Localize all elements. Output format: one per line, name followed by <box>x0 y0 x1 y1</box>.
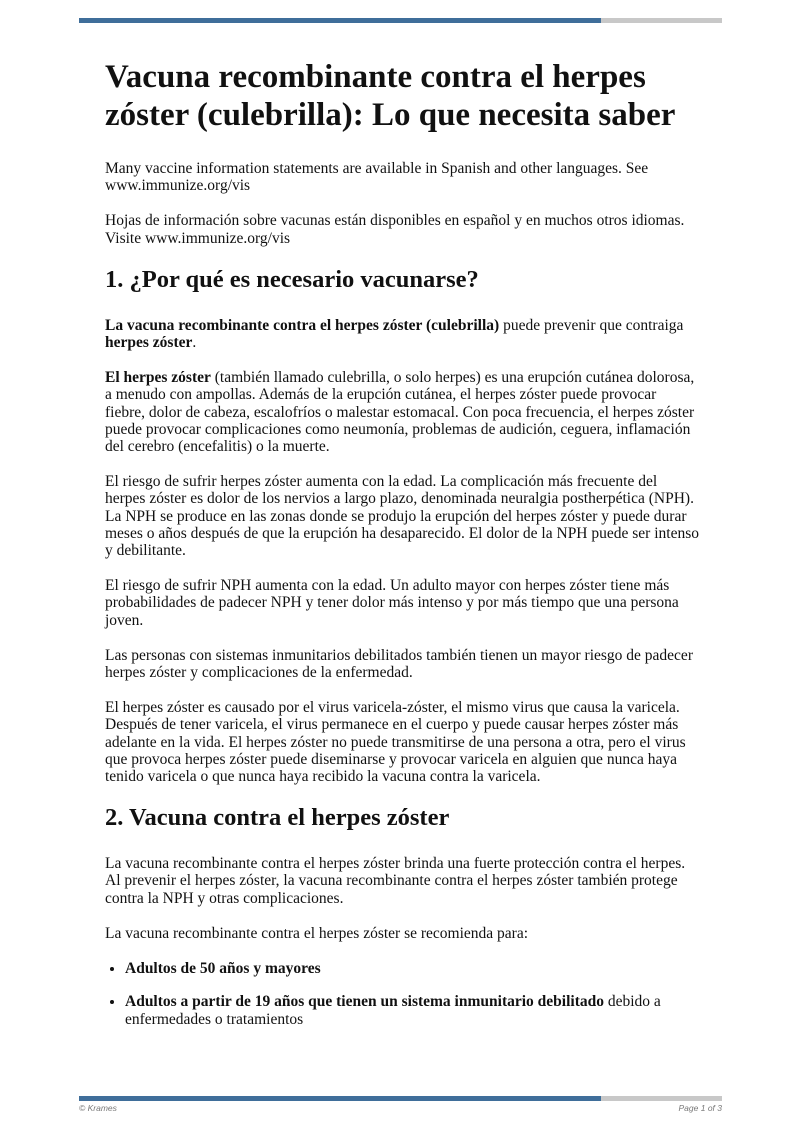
top-rule <box>79 18 722 23</box>
bold-text: Adultos de 50 años y mayores <box>125 960 321 978</box>
document-body <box>105 58 700 1044</box>
bold-text: El herpes zóster <box>105 369 211 387</box>
section-1-paragraph-4: El riesgo de sufrir NPH aumenta con la edad. Un adulto mayor con herpes zóster tiene más probabilidades de padecer NPH y tener dolor más intenso y por más tiempo que una persona joven. <box>105 577 679 629</box>
section-2-paragraph-1: La vacuna recombinante contra el herpes zóster brinda una fuerte protección contra el herpes. Al prevenir el herpes zóster, la vacuna recombinante contra el herpes zóster también protege contra la NPH y otras complicaciones. <box>105 855 686 907</box>
list-item <box>125 993 700 1027</box>
section-2-paragraph-2: La vacuna recombinante contra el herpes zóster se recomienda para: <box>105 924 529 942</box>
section-1-paragraph-6: El herpes zóster es causado por el virus varicela-zóster, el mismo virus que causa la varicela. Después de tener varicela, el virus permanece en el cuerpo y puede causar herpes zóster más adelante en la vida. El herpes zóster no puede transmitirse de una persona a otra, pero el virus que provoca herpes zóster puede diseminarse y provocar varicela en alguien que nunca haya tenido varicela o que nunca haya recibido la vacuna contra la varicela. <box>105 699 686 786</box>
footer-copyright: © Krames <box>79 1103 117 1113</box>
text: . <box>192 334 197 352</box>
text: puede prevenir que contraiga <box>499 316 684 334</box>
section-1-paragraph-5: Las personas con sistemas inmunitarios debilitados también tienen un mayor riesgo de padecer herpes zóster y complicaciones de la enfermedad. <box>105 646 693 682</box>
text: debido a enfermedades o tratamientos <box>125 993 661 1028</box>
bottom-rule <box>79 1096 722 1101</box>
page-title: Vacuna recombinante contra el herpes zóster (culebrilla): Lo que necesita saber <box>105 59 676 133</box>
footer-page-number: Page 1 of 3 <box>678 1103 722 1113</box>
section-1-paragraph-1 <box>105 317 700 351</box>
section-2-heading: 2. Vacuna contra el herpes zóster <box>105 804 450 832</box>
section-1-paragraph-3: El riesgo de sufrir herpes zóster aumenta con la edad. La complicación más frecuente del herpes zóster es dolor de los nervios a largo plazo, denominada neuralgia postherpética (NPH). La NPH se produce en las zonas donde se produjo la erupción del herpes zóster y puede durar meses o años después de que la erupción ha desaparecido. El dolor de la NPH puede ser intenso y debilitante. <box>105 473 699 560</box>
bold-text: herpes zóster <box>105 334 193 352</box>
text: (también llamado culebrilla, o solo herpes) es una erupción cutánea dolorosa, a menudo con ampollas. Además de la erupción cutánea, el herpes zóster puede provocar fiebre, dolor de cabeza, escalofríos o malestar estomacal. Con poca frecuencia, el herpes zóster puede provocar complicaciones como neumonía, problemas de audición, ceguera, inflamación del cerebro (encefalitis) o la muerte. <box>105 369 695 456</box>
bold-text: Adultos a partir de 19 años que tienen un sistema inmunitario debilitado <box>125 993 604 1011</box>
intro-spanish: Hojas de información sobre vacunas están disponibles en español y en muchos otros idiomas. Visite www.immunize.org/vis <box>105 212 685 247</box>
top-rule-accent <box>79 18 601 23</box>
section-1-paragraph-2 <box>105 369 700 455</box>
bottom-rule-accent <box>79 1096 601 1101</box>
bold-text: La vacuna recombinante contra el herpes zóster (culebrilla) <box>105 316 500 334</box>
section-1-heading: 1. ¿Por qué es necesario vacunarse? <box>105 265 479 293</box>
intro-english: Many vaccine information statements are available in Spanish and other languages. See www.immunize.org/vis <box>105 160 649 195</box>
list-item <box>125 960 700 977</box>
recommendation-list <box>105 960 700 1028</box>
